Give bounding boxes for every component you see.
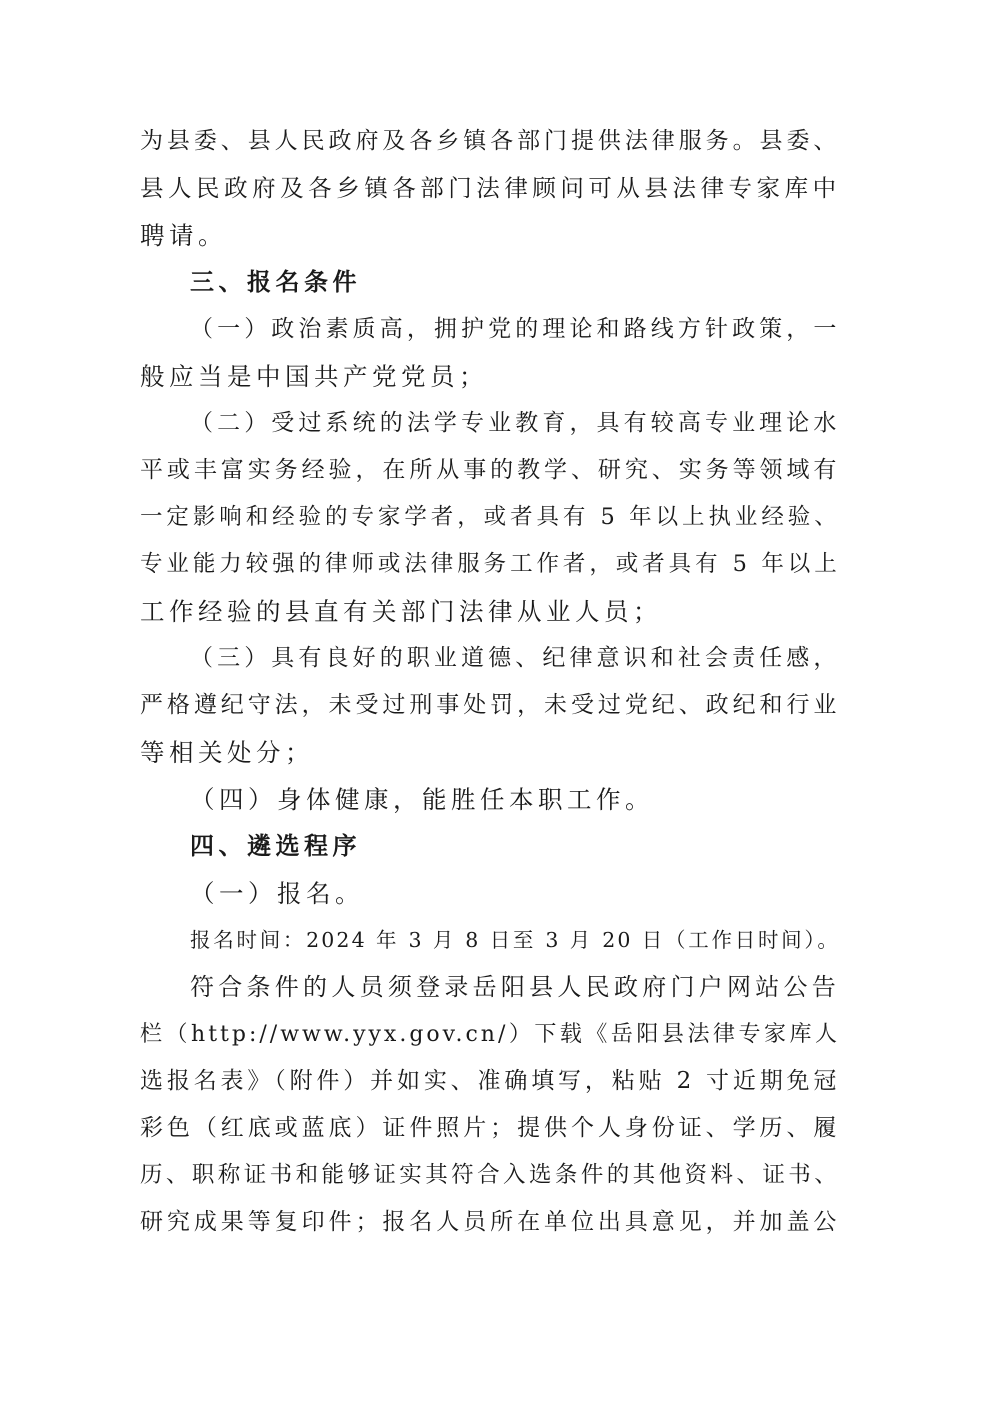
section-heading: 三、报名条件: [190, 268, 361, 296]
text-line: 聘请。: [140, 221, 227, 250]
text-line: 平或丰富实务经验，在所从事的教学、研究、实务等领域有: [140, 457, 840, 483]
text-line: 等相关处分；: [140, 738, 314, 767]
text-line: 般应当是中国共产党党员；: [140, 362, 488, 391]
text-line: 县人民政府及各乡镇各部门法律顾问可从县法律专家库中: [140, 174, 840, 202]
text-line: 严格遵纪守法，未受过刑事处罚，未受过党纪、政纪和行业: [140, 692, 840, 718]
text-line: 报名时间：2024 年 3 月 8 日至 3 月 20 日（工作日时间）。: [190, 928, 840, 952]
document-body: [140, 118, 840, 1246]
text-line: （四）身体健康，能胜任本职工作。: [190, 785, 654, 814]
text-line: （三）具有良好的职业道德、纪律意识和社会责任感，: [190, 645, 840, 671]
text-line: 工作经验的县直有关部门法律从业人员；: [140, 597, 662, 626]
text-line: （二）受过系统的法学专业教育，具有较高专业理论水: [190, 410, 840, 436]
text-line: 彩色（红底或蓝底）证件照片；提供个人身份证、学历、履: [140, 1115, 840, 1141]
text-line: 一定影响和经验的专家学者，或者具有 5 年以上执业经验、: [140, 504, 840, 530]
text-line: （一）政治素质高，拥护党的理论和路线方针政策，一: [190, 316, 840, 342]
text-line: 专业能力较强的律师或法律服务工作者，或者具有 5 年以上: [140, 551, 840, 577]
text-line: 研究成果等复印件；报名人员所在单位出具意见，并加盖公: [140, 1209, 840, 1235]
text-line: 历、职称证书和能够证实其符合入选条件的其他资料、证书、: [140, 1162, 840, 1188]
text-line: 为县委、县人民政府及各乡镇各部门提供法律服务。县委、: [140, 128, 840, 154]
text-line: 选报名表》（附件）并如实、准确填写，粘贴 2 寸近期免冠: [140, 1068, 840, 1094]
text-line: （一）报名。: [190, 879, 364, 908]
text-line: 栏（http://www.yyx.gov.cn/）下载《岳阳县法律专家库人: [140, 1022, 840, 1047]
section-heading: 四、遴选程序: [190, 832, 361, 860]
text-line: 符合条件的人员须登录岳阳县人民政府门户网站公告: [190, 973, 840, 1001]
